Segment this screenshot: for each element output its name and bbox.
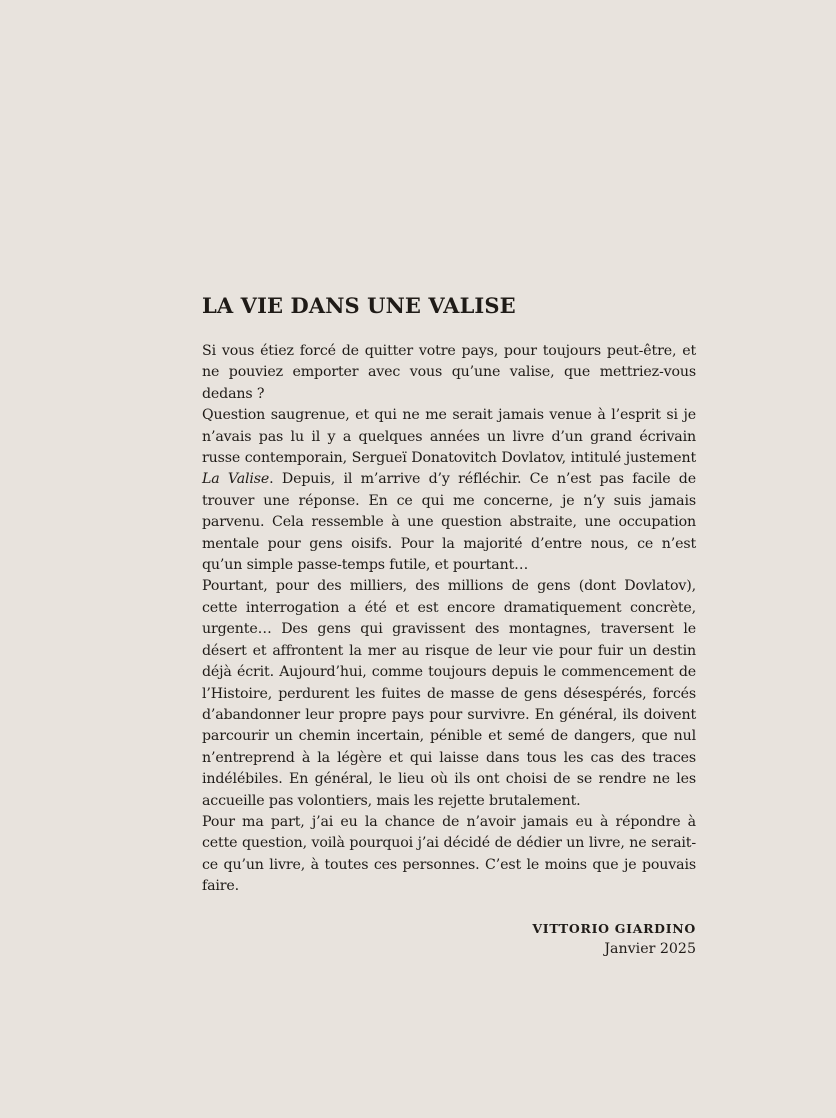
paragraph-4: Pour ma part, j’ai eu la chance de n’avoir jamais eu à répondre à cette question, voilà pourquoi j’ai décidé de dédier un livre, ne serait-ce qu’un livre, à toutes ces personnes. C’est le moins que je pouvais faire. xyxy=(202,813,696,895)
author-name: VITTORIO GIARDINO xyxy=(532,920,696,936)
paragraph-2-before: Question saugrenue, et qui ne me serait jamais venue à l’esprit si je n’avais pas lu il y a quelques années un livre d’un grand écrivain russe contemporain, Sergueï Donatovitch Dovlatov, intitulé justement xyxy=(202,407,696,467)
preface-body xyxy=(202,341,696,898)
paragraph-2-after: . Depuis, il m’arrive d’y réfléchir. Ce n’est pas facile de trouver une réponse. En ce qui me concerne, je n’y suis jamais parvenu. Cela ressemble à une question abstraite, une occupation mentale pour gens oisifs. Pour la majorité d’entre nous, ce n’est qu’un simple passe-temps futile, et pourtant… xyxy=(202,471,696,574)
paragraph-2 xyxy=(202,405,696,576)
paragraph-1: Si vous étiez forcé de quitter votre pays, pour toujours peut-être, et ne pouviez emporter avec vous qu’une valise, que mettriez-vous dedans ? xyxy=(202,343,696,402)
book-title-italic: La Valise xyxy=(202,471,270,488)
preface-text-block xyxy=(202,293,696,960)
signature-date: Janvier 2025 xyxy=(604,940,696,957)
page-title: LA VIE DANS UNE VALISE xyxy=(202,293,516,318)
paragraph-3: Pourtant, pour des milliers, des millions de gens (dont Dovlatov), cette interrogation a été et est encore dramatiquement concrète, urgente… Des gens qui gravissent des montagnes, traversent le désert et affrontent la mer au risque de leur vie pour fuir un destin déjà écrit. Aujourd’hui, comme toujours depuis le commencement de l’Histoire, perdurent les fuites de masse de gens désespérés, forcés d’abandonner leur propre pays pour survivre. En général, ils doivent parcourir un chemin incertain, pénible et semé de dangers, que nul n’entreprend à la légère et qui laisse dans tous les cas des traces indélébiles. En général, le lieu où ils ont choisi de se rendre ne les accueille pas volontiers, mais les rejette brutalement. xyxy=(202,578,696,809)
signature xyxy=(202,918,696,960)
